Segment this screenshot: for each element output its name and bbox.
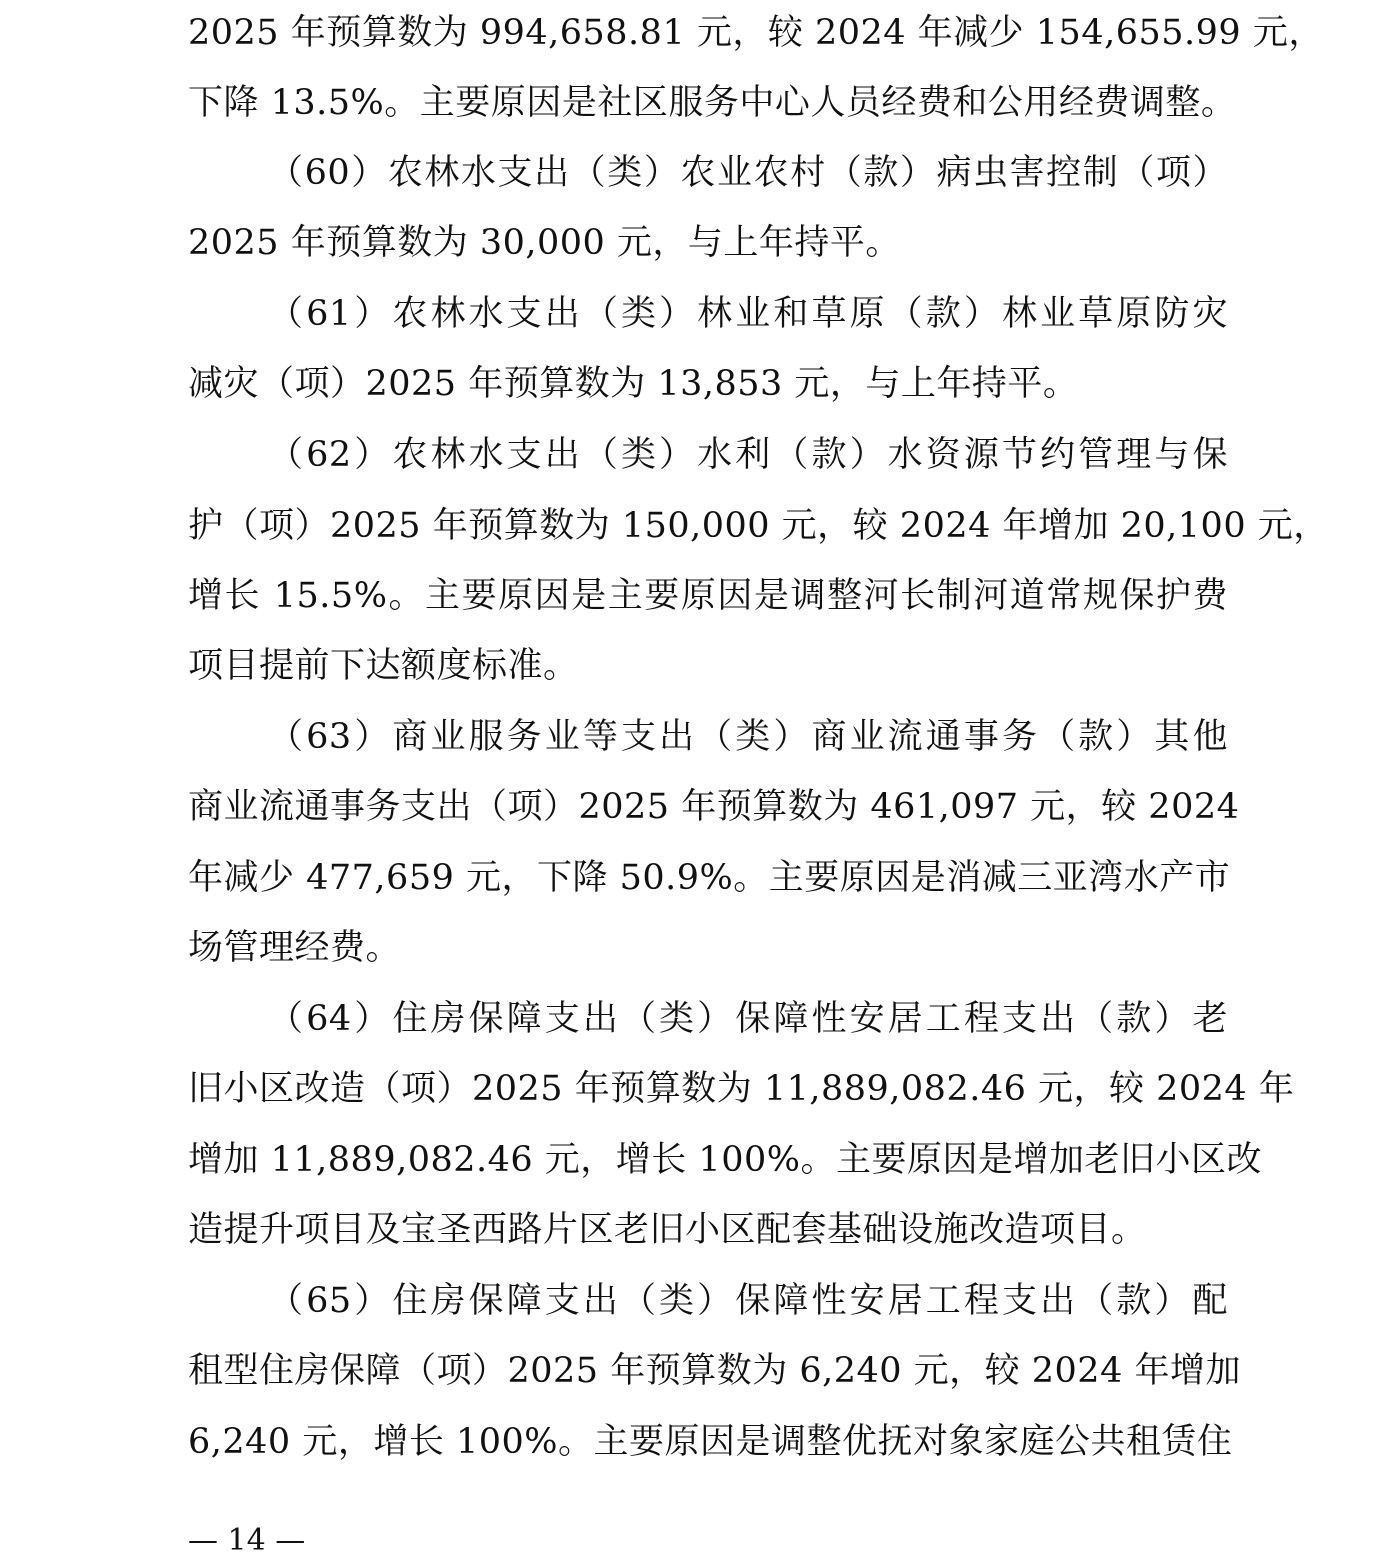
item-heading-61: （61）农林水支出（类）林业和草原（款）林业草原防灾: [268, 294, 1228, 334]
text-line: 增长 15.5%。主要原因是主要原因是调整河长制河道常规保护费: [188, 576, 1228, 616]
text-line: 旧小区改造（项）2025 年预算数为 11,889,082.46 元，较 2024 年: [188, 1069, 1295, 1109]
text-line: 护（项）2025 年预算数为 150,000 元，较 2024 年增加 20,100 元，: [188, 506, 1329, 546]
text-line: 商业流通事务支出（项）2025 年预算数为 461,097 元，较 2024: [188, 787, 1240, 827]
page-number: — 14 —: [188, 1523, 306, 1558]
item-heading-64: （64）住房保障支出（类）保障性安居工程支出（款）老: [268, 999, 1228, 1039]
text-line: 2025 年预算数为 30,000 元，与上年持平。: [188, 223, 901, 263]
text-line: 场管理经费。: [188, 928, 402, 968]
item-heading-65: （65）住房保障支出（类）保障性安居工程支出（款）配: [268, 1281, 1228, 1321]
text-line: 租型住房保障（项）2025 年预算数为 6,240 元，较 2024 年增加: [188, 1351, 1241, 1391]
item-heading-62: （62）农林水支出（类）水利（款）水资源节约管理与保: [268, 435, 1228, 475]
item-heading-63: （63）商业服务业等支出（类）商业流通事务（款）其他: [268, 717, 1228, 757]
text-line: 项目提前下达额度标准。: [188, 646, 579, 686]
text-line: 年减少 477,659 元，下降 50.9%。主要原因是消减三亚湾水产市: [188, 858, 1231, 898]
item-heading-60: （60）农林水支出（类）农业农村（款）病虫害控制（项）: [268, 153, 1228, 193]
text-line: 6,240 元，增长 100%。主要原因是调整优抚对象家庭公共租赁住: [188, 1422, 1233, 1462]
text-line: 2025 年预算数为 994,658.81 元，较 2024 年减少 154,655.99 元，: [188, 13, 1324, 53]
text-line: 减灾（项）2025 年预算数为 13,853 元，与上年持平。: [188, 364, 1079, 404]
text-line: 下降 13.5%。主要原因是社区服务中心人员经费和公用经费调整。: [188, 83, 1237, 123]
text-line: 造提升项目及宝圣西路片区老旧小区配套基础设施改造项目。: [188, 1210, 1147, 1250]
text-line: 增加 11,889,082.46 元，增长 100%。主要原因是增加老旧小区改: [188, 1140, 1262, 1180]
